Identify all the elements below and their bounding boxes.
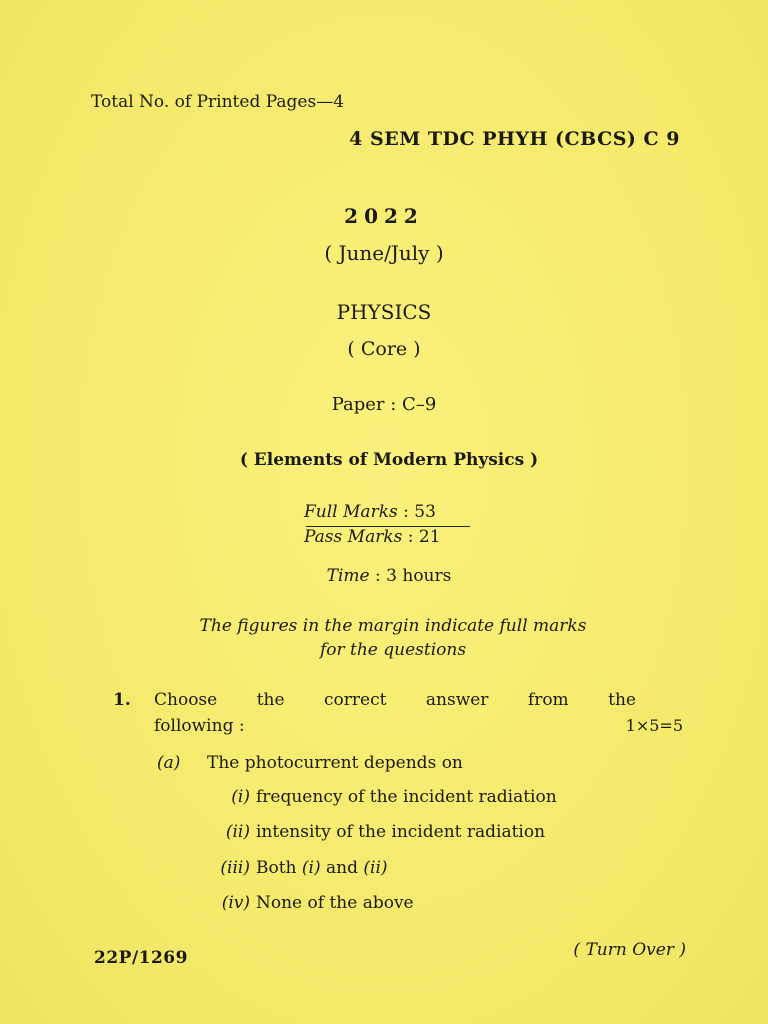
question-word: the: [608, 690, 636, 710]
exam-time: [0, 566, 768, 586]
option-ref-i: (i): [301, 858, 321, 878]
full-marks: [304, 502, 474, 526]
option-label: (iii): [220, 858, 250, 878]
time-value: : 3 hours: [375, 566, 452, 586]
exam-year: 2022: [344, 204, 424, 228]
pass-marks: [304, 527, 474, 551]
option-text: frequency of the incident radiation: [256, 787, 557, 807]
pass-marks-value: : 21: [407, 527, 441, 547]
margin-instruction: [0, 614, 768, 662]
turn-over-note: ( Turn Over ): [573, 940, 686, 960]
option-text-pre: Both: [256, 858, 302, 878]
time-label: Time: [326, 566, 370, 586]
question-word: correct: [324, 690, 387, 710]
question-number: 1.: [113, 690, 131, 710]
option-ii: [0, 822, 545, 842]
question-word: the: [256, 690, 285, 710]
option-label: (iv): [221, 893, 250, 913]
option-iv: [0, 893, 414, 913]
exam-session: ( June/July ): [324, 241, 444, 265]
footer-paper-code: 22P/1269: [94, 948, 188, 968]
marks-block: [304, 502, 474, 551]
total-printed-pages: Total No. of Printed Pages—4: [91, 92, 345, 112]
paper-topic: ( Elements of Modern Physics ): [239, 450, 539, 470]
option-ref-ii: (ii): [363, 858, 388, 878]
option-label: (i): [231, 787, 250, 807]
part-a-text: The photocurrent depends on: [207, 753, 463, 773]
part-a-label: (a): [157, 753, 181, 773]
part-a: [157, 753, 463, 773]
option-text-mid: and: [320, 858, 364, 878]
option-label: (ii): [225, 822, 250, 842]
full-marks-value: : 53: [403, 502, 436, 522]
question-word: answer: [425, 690, 489, 710]
full-marks-label: Full Marks: [304, 502, 398, 522]
question-word: Choose: [154, 690, 218, 710]
pass-marks-label: Pass Marks: [304, 527, 403, 547]
question-text-line-1: [154, 690, 636, 710]
instruction-line-2: for the questions: [319, 640, 467, 660]
subject-category: ( Core ): [347, 338, 421, 360]
question-text-line-2: following :: [154, 716, 245, 736]
instruction-line-1: The figures in the margin indicate full marks: [199, 616, 587, 636]
option-iii: [0, 858, 388, 878]
option-text: None of the above: [256, 893, 414, 913]
option-i: [0, 787, 557, 807]
course-code: 4 SEM TDC PHYH (CBCS) C 9: [349, 128, 680, 150]
option-text: intensity of the incident radiation: [256, 822, 546, 842]
subject-title: PHYSICS: [336, 300, 432, 324]
paper-number: Paper : C–9: [331, 394, 437, 415]
question-marks: 1×5=5: [625, 716, 683, 735]
question-word: from: [527, 690, 569, 710]
